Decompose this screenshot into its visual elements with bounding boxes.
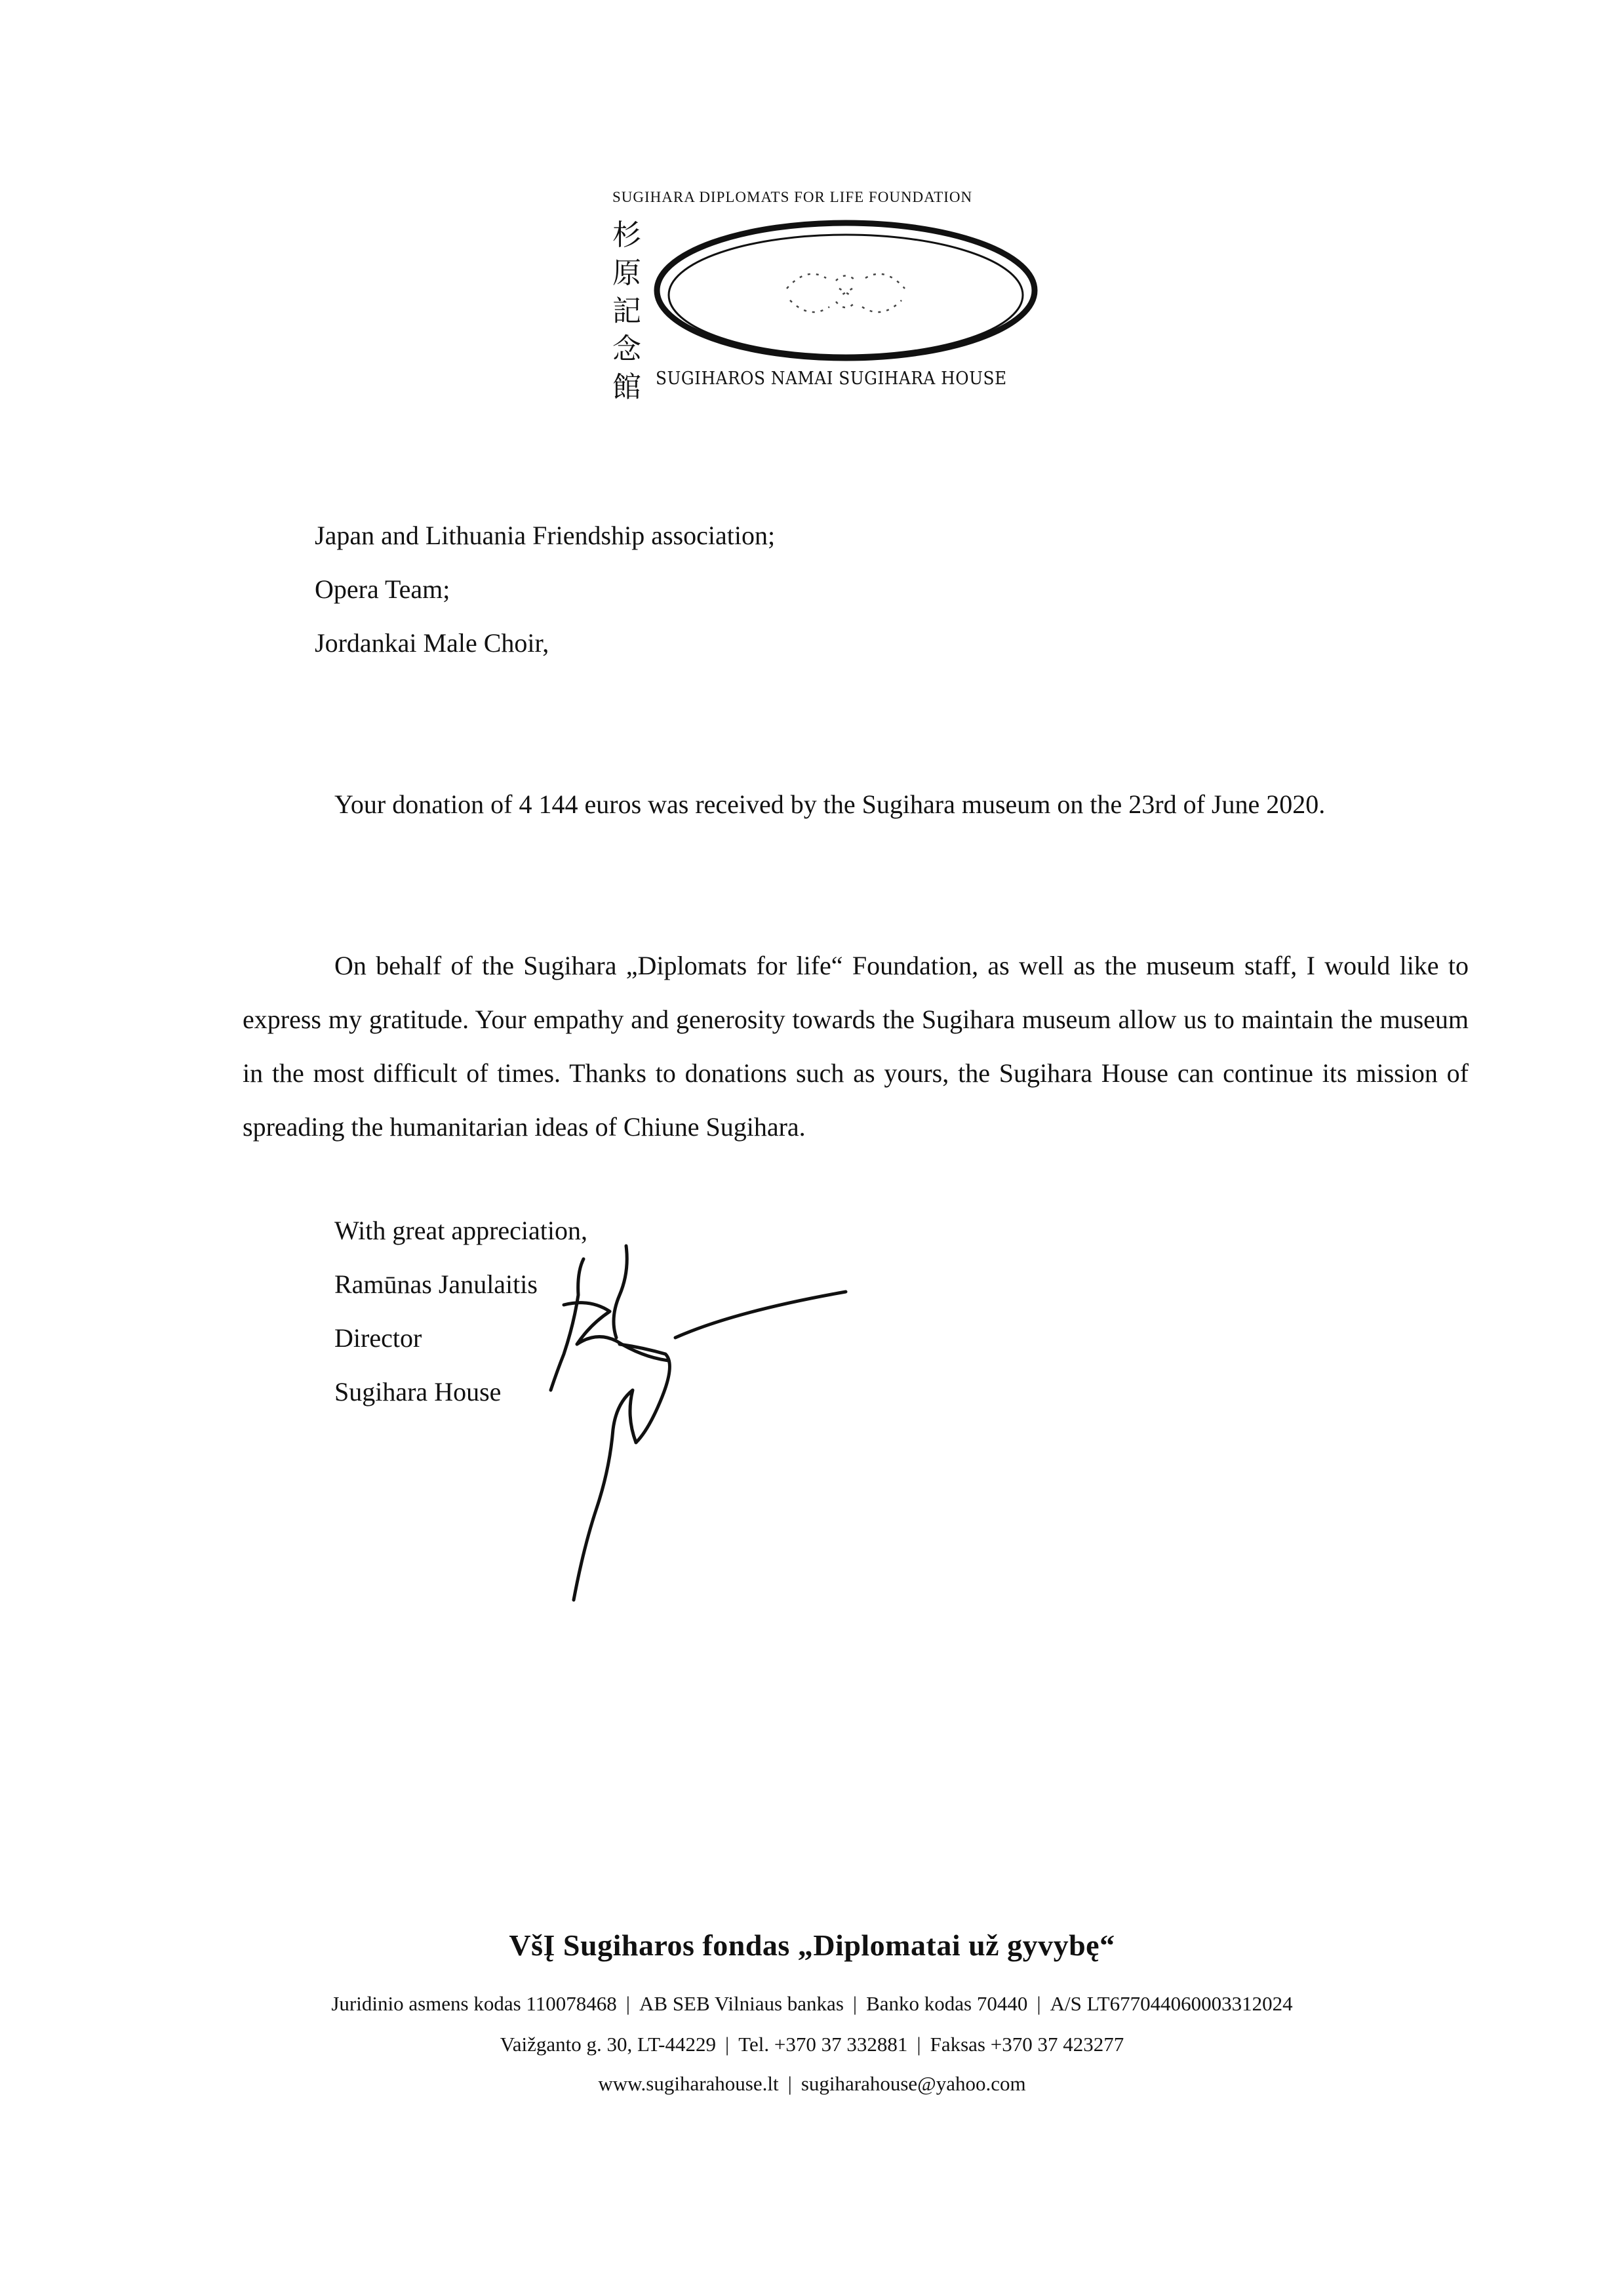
- footer-field: Banko kodas 70440: [866, 1992, 1028, 2015]
- letterhead-bottom-text: SUGIHAROS NAMAI SUGIHARA HOUSE: [656, 369, 1007, 389]
- kanji-char: 杉: [612, 218, 641, 252]
- footer-email-link[interactable]: sugiharahouse@yahoo.com: [801, 2072, 1026, 2095]
- donation-paragraph: Your donation of 4 144 euros was received by the Sugihara museum on the 23rd of June 2020.: [334, 789, 1326, 819]
- footer-registration-line: Juridinio asmens kodas 110078468 | AB SEB Vilniaus bankas | Banko kodas 70440 | A/S LT677044060003312024: [331, 1992, 1293, 2015]
- sugihara-ring-logo-icon: [649, 215, 1042, 366]
- handwritten-signature: [538, 1233, 905, 1639]
- recipient-line: Japan and Lithuania Friendship association;: [315, 521, 776, 550]
- recipient-line: Jordankai Male Choir,: [315, 628, 549, 658]
- footer-field: Tel. +370 37 332881: [738, 2033, 908, 2056]
- signatory-organization: Sugihara House: [334, 1377, 502, 1407]
- letterhead-top-text: SUGIHARA DIPLOMATS FOR LIFE FOUNDATION: [612, 189, 973, 205]
- footer-field: Vaižganto g. 30, LT-44229: [500, 2033, 716, 2056]
- letterhead-kanji-column: [607, 216, 646, 407]
- recipients-block: [315, 509, 775, 670]
- footer-web-line: www.sugiharahouse.lt | sugiharahouse@yahoo.com: [598, 2072, 1026, 2095]
- kanji-char: 念: [612, 332, 641, 366]
- signatory-name: Ramūnas Janulaitis: [334, 1269, 538, 1299]
- footer-organization-name: VšĮ Sugiharos fondas „Diplomatai už gyvybę“: [509, 1928, 1115, 1962]
- footer-field: Faksas +370 37 423277: [930, 2033, 1124, 2056]
- recipient-line: Opera Team;: [315, 574, 450, 604]
- footer-contact-line: Vaižganto g. 30, LT-44229 | Tel. +370 37 332881 | Faksas +370 37 423277: [500, 2033, 1124, 2056]
- footer-field: AB SEB Vilniaus bankas: [639, 1992, 844, 2015]
- kanji-char: 記: [612, 294, 641, 328]
- gratitude-paragraph: On behalf of the Sugihara „Diplomats for life“ Foundation, as well as the museum staff, I would like to express my gratitude. Your empathy and generosity towards the Sugihara museum allow us to maintain the museum in the most difficult of times. Thanks to donations such as yours, the Sugihara House can continue its mission of spreading the humanitarian ideas of Chiune Sugihara.: [243, 951, 1469, 1142]
- closing-salutation: With great appreciation,: [334, 1216, 587, 1245]
- kanji-char: 原: [612, 256, 641, 290]
- signatory-title: Director: [334, 1323, 422, 1353]
- kanji-char: 館: [612, 370, 641, 404]
- footer-field: A/S LT677044060003312024: [1050, 1992, 1293, 2015]
- footer-website-link[interactable]: www.sugiharahouse.lt: [598, 2072, 779, 2095]
- footer-field: Juridinio asmens kodas 110078468: [331, 1992, 617, 2015]
- letterhead-logo: [590, 177, 1049, 404]
